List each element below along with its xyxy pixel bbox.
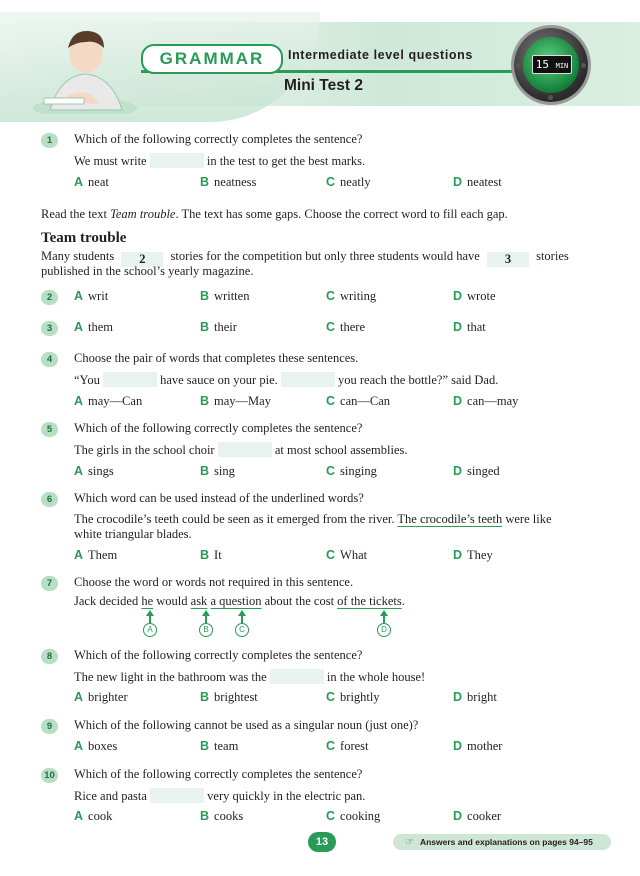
passage-text: stories (536, 249, 569, 263)
sentence-text: . (401, 594, 405, 608)
option-letter: C (326, 809, 336, 823)
question-prompt: Which word can be used instead of the underlined words? (74, 491, 364, 505)
option-text: cooks (214, 809, 244, 823)
option-letter: B (200, 548, 210, 562)
option-letter: C (326, 289, 336, 303)
option-text: writing (340, 289, 377, 303)
option-text: bright (467, 690, 497, 704)
label-b: B (199, 623, 213, 637)
question-sentence (74, 442, 407, 458)
option-text: team (214, 739, 239, 753)
question-number: 3 (41, 321, 58, 336)
option-letter: C (326, 464, 336, 478)
question-prompt: Which of the following correctly completes the sentence? (74, 767, 363, 781)
option-text: brightest (214, 690, 258, 704)
question-number: 7 (41, 576, 58, 591)
timer-unit: MIN (555, 62, 569, 70)
option-letter: C (326, 548, 336, 562)
option-c[interactable] (326, 809, 380, 824)
option-c[interactable] (326, 175, 371, 190)
option-a[interactable] (74, 464, 114, 479)
arrow-stem (205, 614, 207, 623)
option-a[interactable] (74, 289, 108, 304)
option-a[interactable] (74, 548, 117, 563)
option-text: cooker (467, 809, 502, 823)
option-letter: A (74, 739, 84, 753)
sentence-text: The new light in the bathroom was the (74, 670, 267, 684)
sentence-text: Jack decided (74, 594, 142, 608)
option-letter: A (74, 320, 84, 334)
option-letter: B (200, 464, 210, 478)
option-b[interactable] (200, 320, 237, 335)
question-prompt: Which of the following correctly completes the sentence? (74, 132, 363, 146)
sentence-text: Rice and pasta (74, 789, 147, 803)
sentence-text: in the whole house! (326, 670, 426, 684)
question-prompt: Choose the pair of words that completes these sentences. (74, 351, 359, 365)
option-text: mother (467, 739, 503, 753)
option-c[interactable] (326, 739, 369, 754)
option-c[interactable] (326, 464, 377, 479)
sentence-text: The girls in the school choir (74, 443, 215, 457)
option-d[interactable] (453, 690, 497, 705)
option-text: neatest (467, 175, 502, 189)
option-text: may—Can (88, 394, 143, 408)
option-letter: A (74, 464, 84, 478)
answer-blank (281, 372, 335, 387)
option-letter: B (200, 175, 210, 189)
option-text: brighter (88, 690, 128, 704)
passage-line: published in the school’s yearly magazine. (41, 264, 254, 278)
instructions-text: . The text has some gaps. Choose the correct word to fill each gap. (175, 207, 508, 221)
pointing-hand-icon: ☞ (405, 837, 414, 848)
underlined-word-b[interactable]: ask (190, 594, 208, 608)
option-text: singed (467, 464, 500, 478)
sentence-text: were like (502, 512, 552, 526)
sentence-text: at most school assemblies. (274, 443, 408, 457)
option-text: sings (88, 464, 114, 478)
option-text: singing (340, 464, 377, 478)
answer-blank (270, 669, 324, 684)
option-letter: B (200, 320, 210, 334)
option-c[interactable] (326, 289, 376, 304)
answer-blank (103, 372, 157, 387)
option-text: their (214, 320, 237, 334)
label-d: D (377, 623, 391, 637)
underlined-word-d[interactable]: of the tickets (337, 594, 402, 608)
option-letter: C (326, 739, 336, 753)
arrow-stem (241, 614, 243, 623)
sentence-text: in the test to get the best marks. (206, 154, 366, 168)
answers-note[interactable] (393, 834, 611, 850)
option-b[interactable] (200, 690, 258, 705)
option-letter: B (200, 289, 210, 303)
answer-blank (218, 442, 272, 457)
grammar-label: GRAMMAR (141, 44, 283, 74)
student-illustration (30, 18, 140, 114)
option-text: It (214, 548, 222, 562)
option-a[interactable] (74, 320, 113, 335)
option-letter: C (326, 175, 336, 189)
question-sentence (74, 153, 365, 169)
option-b[interactable] (200, 548, 222, 563)
option-text: sing (214, 464, 235, 478)
passage-text: stories for the competition but only three students would have (170, 249, 480, 263)
option-d[interactable] (453, 809, 501, 824)
option-letter: D (453, 690, 463, 704)
option-d[interactable] (453, 739, 502, 754)
option-letter: D (453, 394, 463, 408)
sentence-text: about the cost (261, 594, 338, 608)
option-d[interactable] (453, 289, 496, 304)
option-a[interactable] (74, 739, 117, 754)
option-d[interactable] (453, 394, 518, 409)
option-letter: D (453, 739, 463, 753)
option-a[interactable] (74, 809, 112, 824)
option-text: boxes (88, 739, 118, 753)
question-sentence (74, 512, 552, 527)
option-text: can—Can (340, 394, 391, 408)
timer-bolt (548, 95, 553, 100)
sentence-text: have sauce on your pie. (160, 373, 278, 387)
timer-bolt (581, 63, 586, 68)
option-text: wrote (467, 289, 496, 303)
underlined-word-a[interactable]: he (141, 594, 154, 608)
option-b[interactable] (200, 394, 271, 409)
instructions-title: Team trouble (110, 207, 176, 221)
question-prompt: Which of the following cannot be used as a singular noun (just one)? (74, 718, 419, 732)
option-b[interactable] (200, 175, 256, 190)
option-text: forest (340, 739, 369, 753)
option-letter: D (453, 320, 463, 334)
question-sentence (74, 788, 365, 804)
option-letter: B (200, 690, 210, 704)
option-text: neatness (214, 175, 257, 189)
option-letter: B (200, 809, 210, 823)
gap-3: 3 (487, 252, 529, 267)
option-c[interactable] (326, 320, 365, 335)
question-number: 6 (41, 492, 58, 507)
question-prompt: Which of the following correctly completes the sentence? (74, 421, 363, 435)
option-text: cooking (340, 809, 381, 823)
option-text: there (340, 320, 366, 334)
option-text: brightly (340, 690, 380, 704)
option-d[interactable] (453, 175, 502, 190)
option-d[interactable] (453, 464, 500, 479)
option-letter: C (326, 394, 336, 408)
question-number: 5 (41, 422, 58, 437)
question-number: 9 (41, 719, 58, 734)
option-letter: D (453, 464, 463, 478)
option-text: What (340, 548, 368, 562)
question-prompt: Which of the following correctly completes the sentence? (74, 648, 363, 662)
option-c[interactable] (326, 548, 367, 563)
question-number: 10 (41, 768, 58, 783)
question-sentence (74, 372, 498, 388)
option-text: neatly (340, 175, 371, 189)
option-text: may—May (214, 394, 271, 408)
option-text: They (467, 548, 493, 562)
option-b[interactable] (200, 809, 243, 824)
option-text: them (88, 320, 114, 334)
question-number: 8 (41, 649, 58, 664)
sentence-text: would (153, 594, 191, 608)
option-b[interactable] (200, 739, 238, 754)
question-number: 4 (41, 352, 58, 367)
question-sentence (74, 594, 405, 609)
question-sentence: white triangular blades. (74, 527, 192, 541)
option-letter: D (453, 289, 463, 303)
option-letter: B (200, 394, 210, 408)
sentence-text: you reach the bottle?” said Dad. (338, 373, 499, 387)
option-text: that (467, 320, 486, 334)
timer-display (532, 55, 572, 74)
question-number: 1 (41, 133, 58, 148)
passage-text: Many students (41, 249, 115, 263)
timer-bolt (548, 30, 553, 35)
option-b[interactable] (200, 289, 249, 304)
option-letter: C (326, 320, 336, 334)
option-letter: D (453, 175, 463, 189)
option-letter: A (74, 690, 84, 704)
option-d[interactable] (453, 320, 486, 335)
header-subtitle: Intermediate level questions (288, 48, 473, 62)
sentence-text: very quickly in the electric pan. (207, 789, 366, 803)
underlined-words: The crocodile’s teeth (397, 512, 503, 526)
timer-number: 15 (535, 58, 549, 71)
answers-note-text: Answers and explanations on pages 94–95 (419, 837, 593, 847)
option-letter: C (326, 690, 336, 704)
timer-bolt (516, 63, 521, 68)
option-d[interactable] (453, 548, 493, 563)
option-text: writ (88, 289, 109, 303)
option-letter: A (74, 394, 84, 408)
option-text: cook (88, 809, 113, 823)
sentence-text: The crocodile’s teeth could be seen as it emerged from the river. (74, 512, 398, 526)
sentence-text: “You (74, 373, 100, 387)
question-number: 2 (41, 290, 58, 305)
option-text: can—may (467, 394, 519, 408)
option-text: written (214, 289, 250, 303)
label-c: C (235, 623, 249, 637)
arrow-stem (383, 614, 385, 623)
option-letter: A (74, 809, 84, 823)
option-b[interactable] (200, 464, 235, 479)
page-number: 13 (308, 832, 336, 852)
option-letter: D (453, 809, 463, 823)
option-letter: A (74, 548, 84, 562)
underlined-word-c[interactable]: a question (210, 594, 262, 608)
gap-2: 2 (121, 252, 163, 267)
instructions (41, 207, 508, 222)
option-c[interactable] (326, 690, 380, 705)
option-letter: D (453, 548, 463, 562)
question-sentence (74, 669, 425, 685)
label-a: A (143, 623, 157, 637)
option-letter: A (74, 289, 84, 303)
option-a[interactable] (74, 394, 142, 409)
option-letter: B (200, 739, 210, 753)
option-text: Them (88, 548, 118, 562)
answer-blank (150, 153, 204, 168)
option-text: neat (88, 175, 109, 189)
sentence-text: We must write (74, 154, 147, 168)
question-prompt: Choose the word or words not required in this sentence. (74, 575, 354, 589)
option-c[interactable] (326, 394, 390, 409)
passage-heading: Team trouble (41, 230, 127, 246)
option-letter: A (74, 175, 84, 189)
option-a[interactable] (74, 175, 109, 190)
instructions-text: Read the text (41, 207, 111, 221)
answer-blank (150, 788, 204, 803)
arrow-stem (149, 614, 151, 623)
option-a[interactable] (74, 690, 128, 705)
page-title: Mini Test 2 (284, 77, 363, 94)
